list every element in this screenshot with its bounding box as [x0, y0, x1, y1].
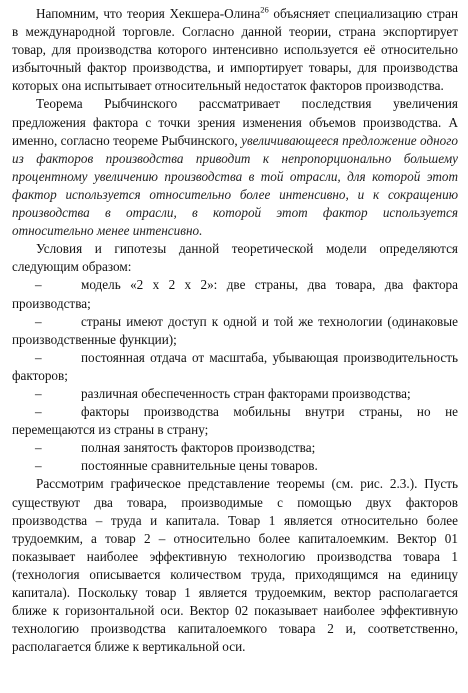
- dash-bullet: –: [35, 385, 42, 401]
- list-item-text: постоянные сравнительные цены товаров.: [81, 458, 318, 474]
- dash-bullet: –: [35, 404, 42, 420]
- dash-bullet: –: [35, 277, 42, 293]
- theorem-statement-italic: увеличивающееся предложение одного из факторов производства приводит к непропорционально большему процентному увеличению производства в той отрасли, для которой этот фактор используется относительно более интенсивно, и к сокращению производства в отрасли, в которой этот фактор используется относительно менее интенсивно.: [12, 132, 459, 239]
- dash-bullet: –: [35, 313, 42, 329]
- paragraph-text: Теорема Рыбчинского рассматривает последствия увеличения предложения фактора с точки зрения изменения объемов производства. А именно, согласно теореме Рыбчинского,: [12, 96, 458, 148]
- dash-bullet: –: [35, 458, 42, 474]
- list-item: [12, 439, 458, 457]
- list-item: [12, 385, 458, 403]
- paragraph-text: Рассмотрим графическое представление теоремы (см. рис. 2.3.). Пусть существуют два товара, производимые с помощью двух факторов производства – труда и капитала. Товар 1 является относительно более трудоемким, а товар 2 – относительно более капиталоемким. Вектор 01 показывает наиболее эффективную технологию производства товара 1 (технология описывается количеством труда, приходящимся на единицу капитала). Поскольку товар 1 является трудоемким, вектор располагается ближе к горизонтальной оси. Вектор 02 показывает наиболее эффективную технологию производства капиталоемкого товара 2 и, соответственно, располагается ближе к вертикальной оси.: [12, 476, 458, 655]
- footnote-reference[interactable]: 26: [260, 4, 269, 15]
- paragraph-graphical-representation: [12, 475, 458, 656]
- dash-bullet: –: [35, 349, 42, 365]
- list-item: [12, 276, 458, 312]
- dash-bullet: –: [35, 440, 42, 456]
- paragraph-model-conditions: [12, 240, 458, 276]
- paragraph-rybczynski-theorem: [12, 95, 458, 240]
- paragraph-heckscher-ohlin: [12, 5, 458, 95]
- list-item-text: страны имеют доступ к одной и той же технологии (одинаковые производственные функции);: [12, 313, 458, 347]
- list-item-text: факторы производства мобильны внутри страны, но не перемещаются из страны в страну;: [12, 404, 458, 438]
- list-item: [12, 457, 458, 475]
- paragraph-text: Условия и гипотезы данной теоретической модели определяются следующим образом:: [12, 241, 458, 275]
- paragraph-text: объясняет специализацию стран в международной торговле. Согласно данной теории, страна экспортирует товар, для производства которого интенсивно используется её относительно избыточный фактор производства, и импортирует товары, для производства которых она испытывает относительный недостаток факторов производства.: [12, 6, 458, 94]
- list-item-text: различная обеспеченность стран факторами производства;: [81, 385, 411, 401]
- list-item-text: модель «2 х 2 х 2»: две страны, два товара, два фактора производства;: [12, 277, 458, 311]
- list-item: [12, 349, 458, 385]
- list-item: [12, 313, 458, 349]
- paragraph-text: Напомним, что теория Хекшера-Олина: [36, 6, 261, 21]
- list-item-text: постоянная отдача от масштаба, убывающая производительность факторов;: [12, 349, 458, 383]
- list-item-text: полная занятость факторов производства;: [81, 440, 316, 456]
- list-item: [12, 403, 458, 439]
- assumptions-list: [12, 276, 458, 475]
